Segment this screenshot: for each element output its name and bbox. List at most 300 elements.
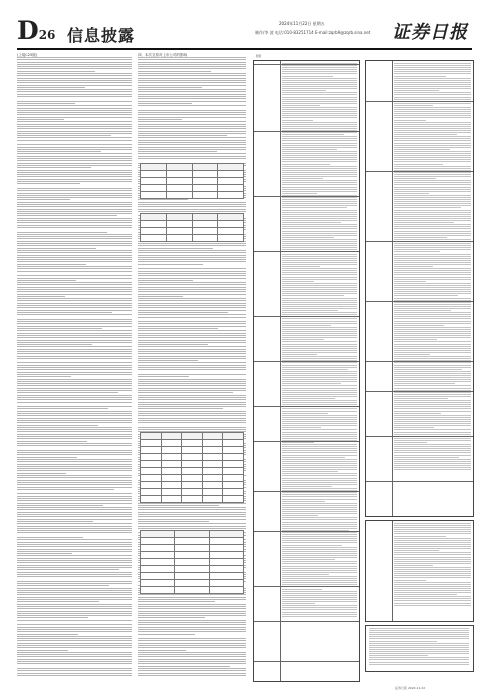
text-line	[138, 663, 246, 664]
text-line	[138, 312, 228, 313]
text-line	[282, 595, 357, 596]
text-line	[17, 429, 132, 430]
text-line	[17, 358, 132, 359]
text-line	[17, 213, 132, 214]
text-line	[394, 283, 471, 284]
text-line	[369, 628, 469, 629]
text-line	[394, 258, 471, 259]
text-line	[138, 406, 246, 407]
text-line	[17, 434, 132, 435]
table-row-divider	[254, 316, 359, 317]
text-line	[138, 296, 183, 297]
text-line	[394, 122, 471, 123]
text-line	[282, 258, 357, 259]
text-line	[282, 390, 357, 391]
text-line	[282, 65, 357, 66]
text-line	[17, 89, 132, 90]
text-line	[282, 205, 357, 206]
text-line	[17, 397, 132, 398]
text-line	[394, 469, 471, 470]
text-line	[138, 202, 246, 203]
text-line	[138, 647, 246, 648]
text-line	[17, 167, 91, 168]
text-line	[282, 132, 357, 133]
text-line	[282, 138, 357, 139]
text-line	[138, 599, 246, 600]
text-line	[394, 210, 471, 211]
text-line	[394, 538, 471, 539]
text-line	[138, 287, 246, 288]
text-line	[394, 567, 471, 568]
text-line	[17, 379, 132, 380]
text-line	[17, 624, 132, 625]
text-line	[282, 312, 357, 313]
table-row-divider	[254, 441, 359, 442]
text-line	[138, 408, 223, 409]
text-line	[17, 121, 132, 122]
text-line	[282, 352, 357, 353]
text-line	[394, 398, 448, 399]
text-line	[282, 373, 357, 374]
text-line	[282, 176, 357, 177]
text-line	[394, 527, 471, 528]
text-line	[394, 346, 471, 347]
text-line	[17, 321, 132, 322]
text-line	[17, 261, 132, 262]
text-line	[138, 206, 246, 207]
text-line	[394, 377, 471, 378]
text-line	[282, 467, 357, 468]
text-line	[138, 425, 214, 426]
text-line	[394, 600, 471, 601]
text-line	[394, 577, 471, 578]
text-line	[394, 569, 471, 570]
text-line	[138, 675, 246, 676]
text-line	[394, 400, 471, 401]
text-line	[17, 489, 114, 490]
text-line	[17, 307, 132, 308]
text-line	[138, 376, 189, 377]
text-line	[282, 576, 357, 577]
text-line	[394, 205, 471, 206]
text-line	[282, 586, 357, 587]
text-line	[138, 124, 246, 125]
text-line	[138, 294, 246, 295]
text-line	[282, 413, 328, 414]
text-line	[17, 480, 132, 481]
text-line	[138, 321, 246, 322]
text-line	[17, 447, 132, 448]
text-line	[282, 515, 318, 516]
text-line	[394, 86, 471, 87]
text-line	[17, 64, 132, 65]
text-line	[17, 482, 132, 483]
text-line	[17, 406, 132, 407]
text-line	[138, 528, 246, 529]
text-line	[394, 226, 471, 227]
text-line	[17, 555, 132, 556]
text-line	[394, 423, 471, 424]
text-line	[282, 80, 357, 81]
text-line	[282, 207, 347, 208]
text-line	[17, 615, 132, 616]
text-line	[17, 475, 132, 476]
text-line	[17, 477, 132, 478]
text-line	[17, 390, 132, 391]
text-line	[17, 640, 132, 641]
text-line	[138, 108, 246, 109]
text-line	[282, 78, 357, 79]
text-line	[17, 346, 132, 347]
text-line	[17, 245, 132, 246]
text-line	[282, 140, 357, 141]
text-line	[394, 155, 471, 156]
text-line	[17, 174, 132, 175]
text-line	[394, 394, 471, 395]
text-line	[138, 289, 246, 290]
text-line	[282, 153, 357, 154]
text-line	[17, 572, 132, 573]
text-line	[17, 650, 68, 651]
text-line	[394, 84, 471, 85]
text-line	[282, 266, 320, 267]
text-line	[394, 308, 471, 309]
text-line	[282, 218, 357, 219]
text-line	[138, 75, 246, 76]
text-line	[138, 652, 246, 653]
text-line	[394, 544, 471, 545]
text-line	[394, 82, 471, 83]
text-line	[394, 341, 471, 342]
text-line	[17, 627, 132, 628]
text-line	[394, 212, 471, 213]
text-line	[282, 237, 334, 238]
text-line	[17, 521, 93, 522]
text-line	[138, 330, 246, 331]
text-line	[17, 551, 132, 552]
text-line	[282, 455, 357, 456]
text-line	[17, 160, 132, 161]
text-line	[17, 544, 132, 545]
text-line	[17, 114, 132, 115]
text-line	[394, 107, 471, 108]
text-line	[282, 126, 357, 127]
text-line	[17, 275, 132, 276]
text-line	[138, 383, 246, 384]
text-line	[282, 354, 317, 355]
text-line	[282, 421, 357, 422]
text-line	[138, 640, 246, 641]
financial-table-1	[140, 163, 244, 199]
newspaper-logo: 证券日报	[392, 22, 468, 43]
text-line	[282, 572, 357, 573]
text-line	[17, 144, 132, 145]
text-line	[17, 594, 132, 595]
text-line	[282, 155, 357, 156]
text-line	[394, 149, 450, 150]
text-line	[282, 279, 357, 280]
text-line	[17, 528, 132, 529]
text-line	[282, 542, 357, 543]
text-line	[394, 586, 471, 587]
text-line	[138, 128, 246, 129]
text-line	[394, 375, 471, 376]
text-line	[17, 179, 132, 180]
text-line	[394, 455, 471, 456]
text-line	[17, 611, 132, 612]
text-line	[17, 673, 132, 674]
text-line	[394, 65, 471, 66]
text-line	[17, 466, 132, 467]
text-line	[394, 88, 471, 89]
text-line	[282, 427, 321, 428]
footer-code: 证券日报 2024.11.22	[395, 686, 426, 690]
text-line	[17, 581, 132, 582]
text-line	[282, 166, 357, 167]
text-line	[17, 335, 132, 336]
text-line	[282, 111, 357, 112]
text-line	[282, 549, 357, 550]
text-line	[138, 631, 246, 632]
text-line	[17, 565, 132, 566]
text-line	[369, 649, 469, 650]
text-line	[17, 66, 132, 67]
text-line	[394, 184, 471, 185]
text-line	[394, 337, 471, 338]
text-line	[394, 166, 471, 167]
text-line	[17, 452, 132, 453]
text-line	[282, 547, 357, 548]
text-line	[138, 367, 246, 368]
text-line	[17, 590, 132, 591]
text-line	[282, 383, 341, 384]
text-line	[17, 567, 132, 568]
text-line	[17, 124, 132, 125]
text-line	[17, 484, 132, 485]
text-line	[138, 381, 246, 382]
text-line	[282, 423, 357, 424]
text-line	[138, 62, 246, 63]
text-line	[394, 97, 471, 98]
text-line	[282, 509, 357, 510]
text-line	[394, 279, 471, 280]
text-line	[17, 549, 132, 550]
text-line	[138, 673, 246, 674]
text-line	[394, 266, 433, 267]
text-line	[394, 432, 471, 433]
text-line	[282, 545, 342, 546]
text-line	[282, 94, 357, 95]
text-line	[282, 381, 357, 382]
text-line	[394, 419, 471, 420]
text-line	[282, 488, 357, 489]
text-line	[138, 385, 246, 386]
text-line	[138, 257, 246, 258]
text-line	[17, 509, 132, 510]
text-line	[17, 470, 132, 471]
text-line	[17, 112, 132, 113]
text-line	[282, 264, 357, 265]
text-line	[17, 328, 102, 329]
text-line	[138, 597, 246, 598]
text-line	[282, 616, 357, 617]
table-row-divider	[254, 491, 359, 492]
text-line	[17, 496, 132, 497]
text-line	[394, 111, 471, 112]
text-line	[17, 172, 132, 173]
text-line	[138, 356, 246, 357]
text-line	[282, 274, 357, 275]
text-line	[282, 289, 357, 290]
text-line	[282, 605, 357, 606]
text-line	[282, 86, 357, 87]
text-line	[394, 379, 471, 380]
text-line	[394, 406, 471, 407]
text-line	[282, 452, 357, 453]
text-line	[138, 131, 246, 132]
text-line	[282, 189, 357, 190]
text-line	[17, 349, 132, 350]
text-line	[17, 443, 132, 444]
text-line	[17, 617, 88, 618]
text-line	[17, 105, 132, 106]
text-line	[282, 251, 327, 252]
text-line	[17, 613, 132, 614]
text-line	[138, 620, 246, 621]
text-line	[138, 654, 246, 655]
text-line	[394, 523, 471, 524]
text-line	[394, 128, 471, 129]
text-line	[282, 136, 357, 137]
text-line	[394, 404, 471, 405]
text-line	[17, 131, 132, 132]
text-line	[394, 434, 471, 435]
text-line	[17, 523, 132, 524]
text-line	[282, 327, 357, 328]
text-line	[282, 314, 357, 315]
text-line	[138, 59, 246, 60]
text-line	[17, 606, 132, 607]
text-line	[138, 397, 246, 398]
text-line	[282, 124, 357, 125]
text-line	[394, 214, 471, 215]
text-line	[138, 137, 246, 138]
text-line	[138, 645, 246, 646]
text-line	[17, 284, 132, 285]
text-line	[17, 473, 66, 474]
text-line	[282, 82, 357, 83]
table-row-divider	[366, 171, 473, 172]
text-line	[282, 444, 357, 445]
text-line	[17, 422, 132, 423]
text-line	[17, 298, 132, 299]
text-line	[17, 232, 107, 233]
text-line	[17, 176, 132, 177]
text-line	[17, 588, 132, 589]
table-row-divider	[254, 196, 359, 197]
text-line	[17, 87, 85, 88]
text-line	[394, 533, 471, 534]
text-line	[282, 568, 357, 569]
text-line	[17, 395, 132, 396]
text-line	[394, 563, 471, 564]
text-line	[282, 222, 341, 223]
table-row-divider	[366, 391, 473, 392]
text-line	[138, 261, 246, 262]
text-line	[282, 270, 357, 271]
text-line	[394, 203, 471, 204]
text-line	[282, 375, 357, 376]
text-line	[394, 174, 471, 175]
text-line	[394, 235, 471, 236]
text-line	[394, 63, 471, 64]
table-row-divider	[366, 436, 473, 437]
text-line	[17, 461, 132, 462]
text-line	[17, 372, 132, 373]
text-line	[394, 191, 471, 192]
text-line	[17, 652, 132, 653]
text-line	[394, 598, 471, 599]
text-line	[138, 209, 246, 210]
text-line	[17, 344, 92, 345]
text-line	[282, 369, 348, 370]
text-line	[394, 554, 471, 555]
text-line	[369, 659, 469, 660]
text-line	[17, 408, 108, 409]
text-line	[138, 85, 246, 86]
text-line	[282, 254, 357, 255]
text-line	[394, 243, 471, 244]
text-line	[394, 312, 471, 313]
text-line	[282, 442, 314, 443]
text-line	[282, 536, 357, 537]
text-line	[282, 346, 357, 347]
text-line	[394, 408, 471, 409]
text-line	[282, 174, 357, 175]
financial-table-4	[140, 530, 244, 594]
text-line	[17, 457, 77, 458]
text-line	[138, 606, 246, 607]
text-line	[282, 323, 357, 324]
text-line	[394, 189, 471, 190]
text-line	[17, 383, 132, 384]
text-line	[138, 158, 246, 159]
text-line	[282, 465, 357, 466]
text-line	[282, 310, 338, 311]
text-line	[17, 108, 132, 109]
text-line	[17, 323, 132, 324]
text-line	[17, 305, 132, 306]
text-line	[282, 170, 357, 171]
text-line	[394, 590, 471, 591]
text-line	[138, 147, 246, 148]
text-line	[138, 117, 246, 118]
text-line	[369, 636, 469, 637]
text-line	[282, 241, 357, 242]
text-line	[138, 112, 246, 113]
table-row-divider	[254, 406, 359, 407]
text-line	[282, 243, 357, 244]
text-line	[394, 546, 471, 547]
text-line	[369, 653, 469, 654]
text-line	[282, 145, 357, 146]
text-line	[138, 666, 230, 667]
text-line	[394, 176, 471, 177]
text-line	[282, 216, 357, 217]
text-line	[282, 143, 357, 144]
text-line	[394, 450, 471, 451]
text-line	[138, 505, 219, 506]
